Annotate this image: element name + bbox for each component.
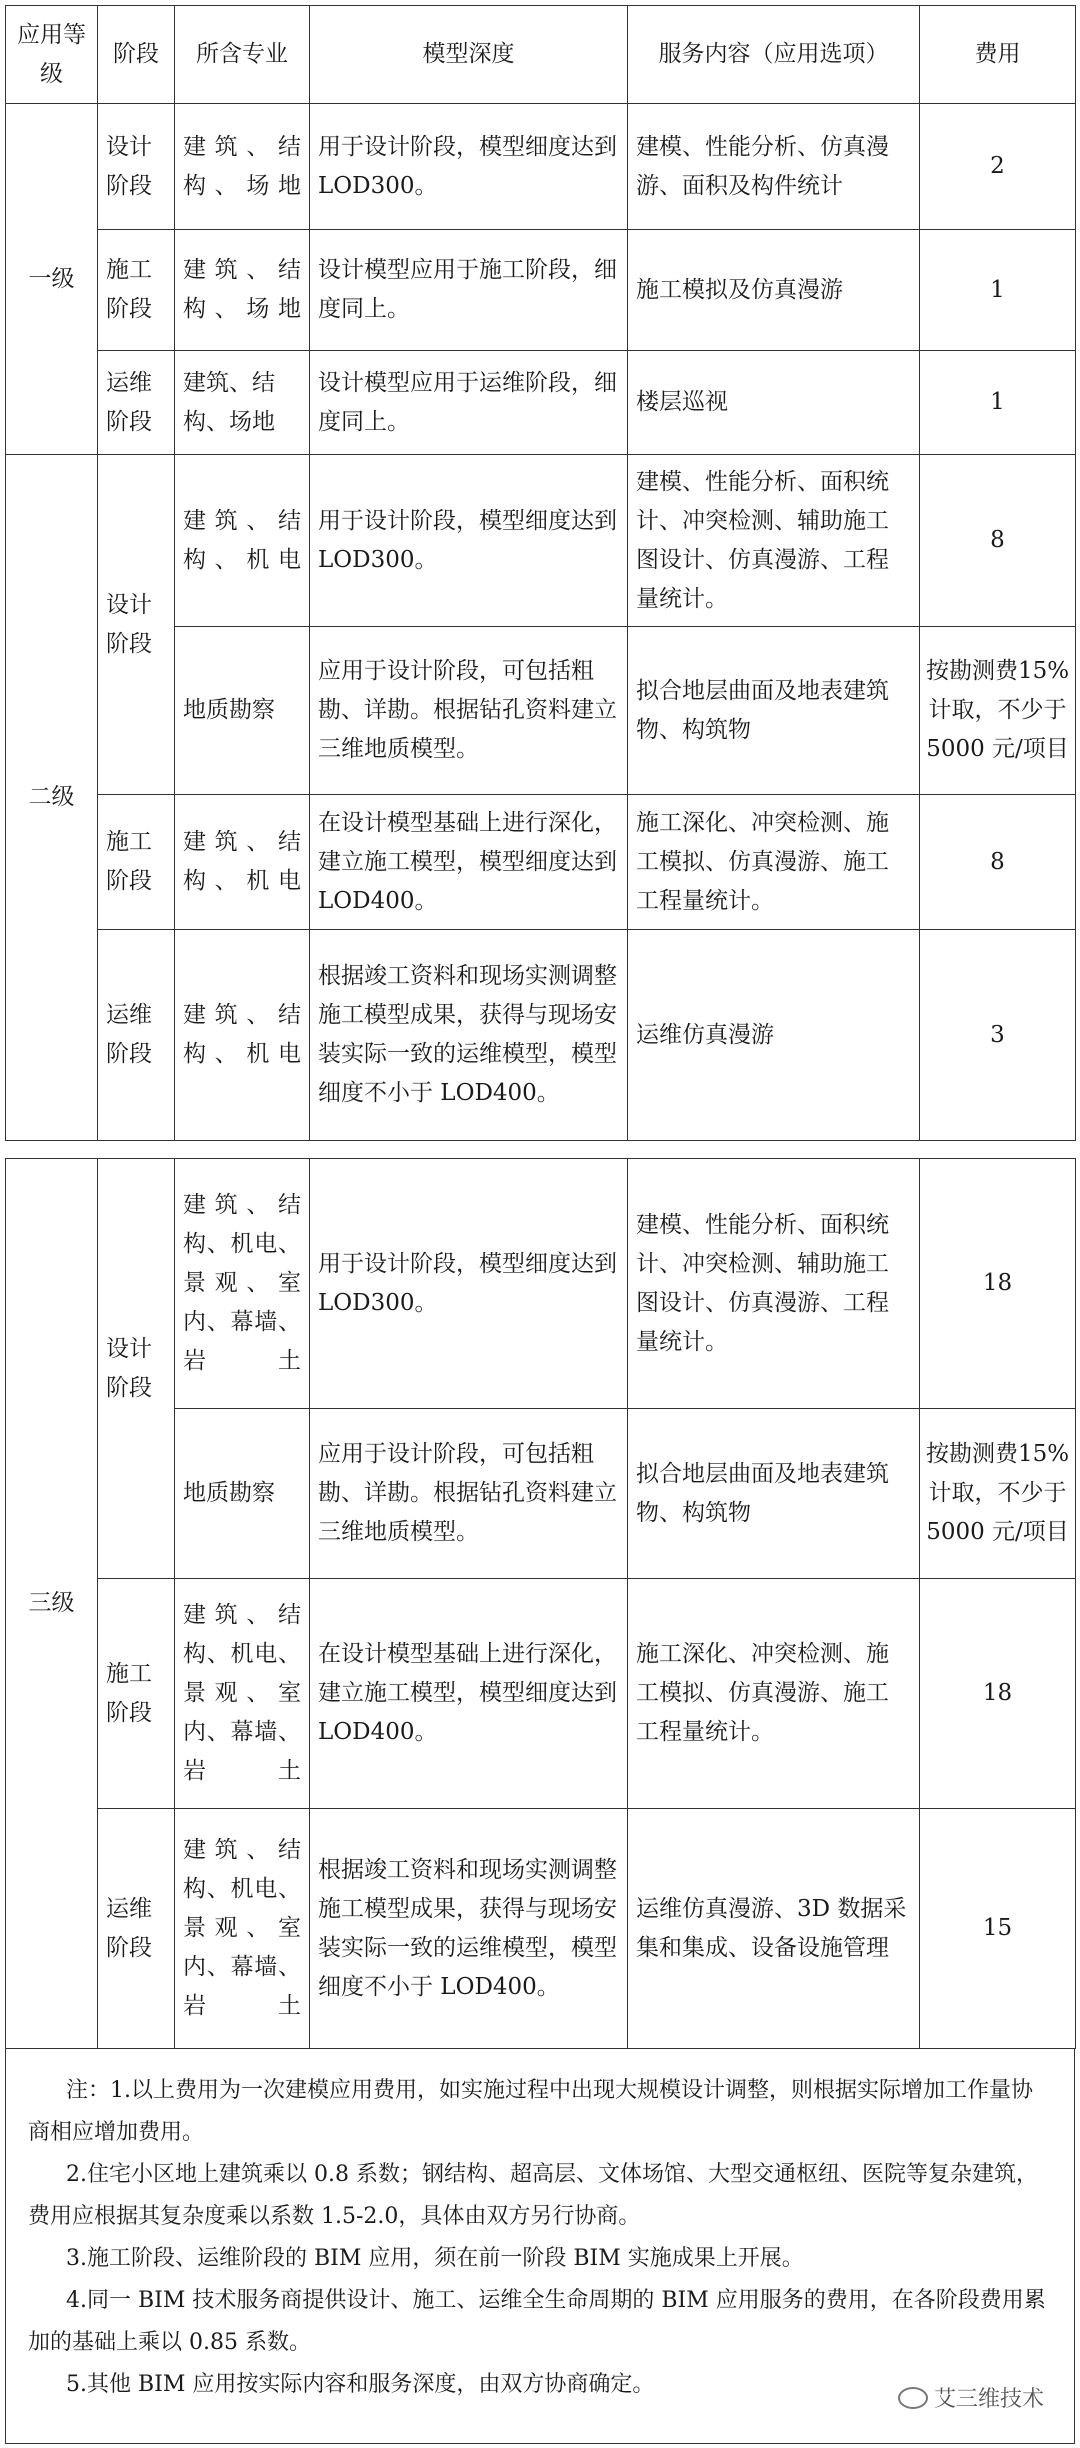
table-row: [6, 1159, 1076, 1409]
majors-cell: 建筑、结构、场地: [175, 351, 310, 455]
level-cell: 二级: [6, 455, 98, 1141]
fee-cell: 8: [920, 795, 1076, 930]
stage-cell: 施工阶段: [98, 230, 175, 351]
table-row: [6, 104, 1076, 230]
watermark: [898, 2382, 1044, 2413]
service-cell: 施工模拟及仿真漫游: [628, 230, 920, 351]
fee-cell: 按勘测费15%计取，不少于 5000 元/项目: [920, 627, 1076, 795]
service-cell: 施工深化、冲突检测、施工模拟、仿真漫游、施工工程量统计。: [628, 795, 920, 930]
majors-cell: 建筑、结构、机电: [175, 795, 310, 930]
note-3: 3.施工阶段、运维阶段的 BIM 应用，须在前一阶段 BIM 实施成果上开展。: [66, 2246, 804, 2271]
majors-cell: 建筑、结构、机电: [175, 455, 310, 627]
header-stage: 阶段: [98, 6, 175, 104]
majors-cell: 建筑、结构、机电: [175, 930, 310, 1141]
service-cell: 运维仿真漫游、3D 数据采集和集成、设备设施管理: [628, 1809, 920, 2049]
depth-cell: 根据竣工资料和现场实测调整施工模型成果，获得与现场安装实际一致的运维模型，模型细度不小于 LOD400。: [310, 930, 628, 1141]
note-2: 2.住宅小区地上建筑乘以 0.8 系数；钢结构、超高层、文体场馆、大型交通枢纽、医院等复杂建筑，费用应根据其复杂度乘以系数 1.5-2.0，具体由双方另行协商。: [28, 2162, 1038, 2229]
wechat-icon: [898, 2387, 928, 2409]
service-cell: 施工深化、冲突检测、施工模拟、仿真漫游、施工工程量统计。: [628, 1579, 920, 1809]
note-1: 注：1.以上费用为一次建模应用费用，如实施过程中出现大规模设计调整，则根据实际增加工作量协商相应增加费用。: [28, 2078, 1033, 2145]
fee-cell: 8: [920, 455, 1076, 627]
table-row: [6, 930, 1076, 1141]
table-header-row: [6, 6, 1076, 104]
header-service: 服务内容（应用选项）: [628, 6, 920, 104]
table-row: [6, 1579, 1076, 1809]
depth-cell: 根据竣工资料和现场实测调整施工模型成果，获得与现场安装实际一致的运维模型，模型细度不小于 LOD400。: [310, 1809, 628, 2049]
fee-table-part-2: [5, 1158, 1076, 2049]
depth-cell: 在设计模型基础上进行深化，建立施工模型，模型细度达到 LOD400。: [310, 1579, 628, 1809]
service-cell: 建模、性能分析、仿真漫游、面积及构件统计: [628, 104, 920, 230]
majors-cell: 建筑、结构、机电、景观、室内、幕墙、岩土: [175, 1159, 310, 1409]
stage-cell: 运维阶段: [98, 1809, 175, 2049]
fee-cell: 按勘测费15%计取，不少于 5000 元/项目: [920, 1409, 1076, 1579]
fee-cell: 18: [920, 1159, 1076, 1409]
note-4: 4.同一 BIM 技术服务商提供设计、施工、运维全生命周期的 BIM 应用服务的费用，在各阶段费用累加的基础上乘以 0.85 系数。: [28, 2288, 1046, 2355]
depth-cell: 用于设计阶段，模型细度达到 LOD300。: [310, 455, 628, 627]
watermark-text: 艾三维技术: [933, 2387, 1044, 2412]
stage-cell: 运维阶段: [98, 930, 175, 1141]
note-5: 5.其他 BIM 应用按实际内容和服务深度，由双方协商确定。: [66, 2372, 655, 2397]
service-cell: 运维仿真漫游: [628, 930, 920, 1141]
majors-cell: 地质勘察: [175, 627, 310, 795]
depth-cell: 用于设计阶段，模型细度达到 LOD300。: [310, 1159, 628, 1409]
service-cell: 建模、性能分析、面积统计、冲突检测、辅助施工图设计、仿真漫游、工程量统计。: [628, 1159, 920, 1409]
table-row: [6, 795, 1076, 930]
fee-cell: 15: [920, 1809, 1076, 2049]
depth-cell: 应用于设计阶段，可包括粗勘、详勘。根据钻孔资料建立三维地质模型。: [310, 627, 628, 795]
depth-cell: 设计模型应用于施工阶段，细度同上。: [310, 230, 628, 351]
fee-cell: 3: [920, 930, 1076, 1141]
service-cell: 建模、性能分析、面积统计、冲突检测、辅助施工图设计、仿真漫游、工程量统计。: [628, 455, 920, 627]
depth-cell: 应用于设计阶段，可包括粗勘、详勘。根据钻孔资料建立三维地质模型。: [310, 1409, 628, 1579]
service-cell: 拟合地层曲面及地表建筑物、构筑物: [628, 1409, 920, 1579]
fee-table-part-1: [5, 5, 1076, 1141]
fee-cell: 1: [920, 351, 1076, 455]
service-cell: 楼层巡视: [628, 351, 920, 455]
majors-cell: 建筑、结构、场地: [175, 230, 310, 351]
depth-cell: 在设计模型基础上进行深化，建立施工模型，模型细度达到 LOD400。: [310, 795, 628, 930]
depth-cell: 设计模型应用于运维阶段，细度同上。: [310, 351, 628, 455]
majors-cell: 地质勘察: [175, 1409, 310, 1579]
fee-cell: 18: [920, 1579, 1076, 1809]
stage-cell: 设计阶段: [98, 104, 175, 230]
header-majors: 所含专业: [175, 6, 310, 104]
stage-cell: 设计阶段: [98, 1159, 175, 1579]
header-fee: 费用: [920, 6, 1076, 104]
header-level: 应用等级: [6, 6, 98, 104]
level-cell: 一级: [6, 104, 98, 455]
majors-cell: 建筑、结构、机电、景观、室内、幕墙、岩土: [175, 1579, 310, 1809]
level-cell: 三级: [6, 1159, 98, 2049]
stage-cell: 设计阶段: [98, 455, 175, 795]
table-row: [6, 455, 1076, 627]
table-row: [6, 1809, 1076, 2049]
stage-cell: 运维阶段: [98, 351, 175, 455]
stage-cell: 施工阶段: [98, 795, 175, 930]
depth-cell: 用于设计阶段，模型细度达到 LOD300。: [310, 104, 628, 230]
majors-cell: 建筑、结构、场地: [175, 104, 310, 230]
stage-cell: 施工阶段: [98, 1579, 175, 1809]
table-row: [6, 230, 1076, 351]
table-row: [6, 351, 1076, 455]
fee-cell: 2: [920, 104, 1076, 230]
header-depth: 模型深度: [310, 6, 628, 104]
fee-cell: 1: [920, 230, 1076, 351]
majors-cell: 建筑、结构、机电、景观、室内、幕墙、岩土: [175, 1809, 310, 2049]
service-cell: 拟合地层曲面及地表建筑物、构筑物: [628, 627, 920, 795]
